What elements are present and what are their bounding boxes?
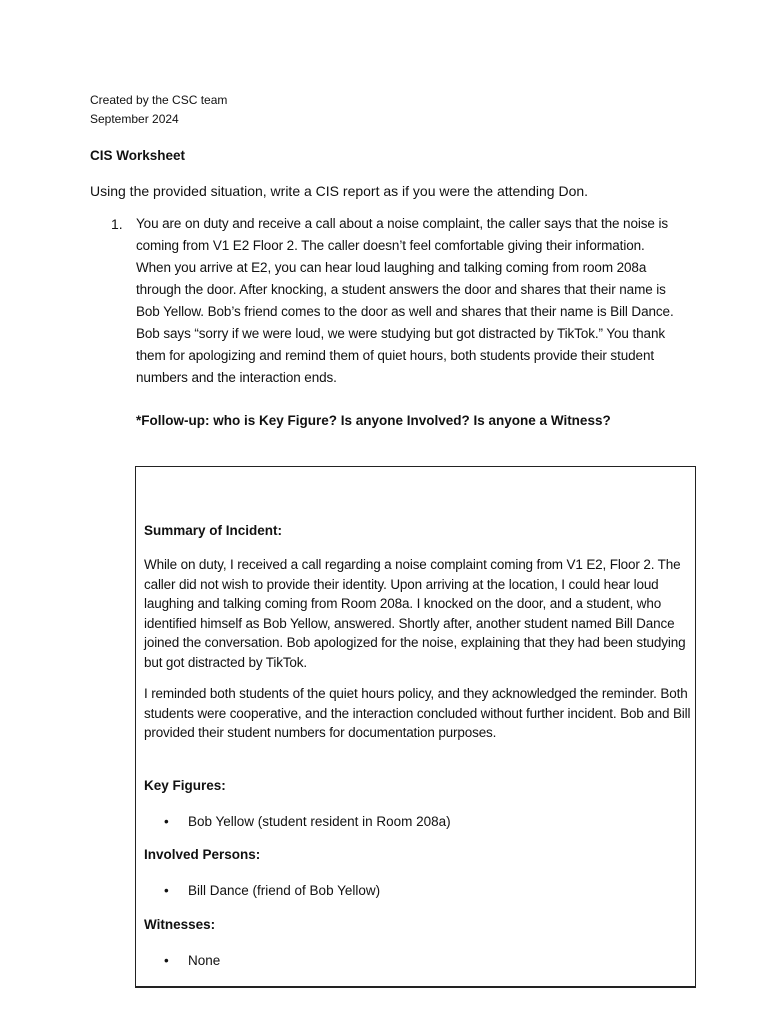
summary-heading: Summary of Incident: bbox=[144, 523, 283, 538]
date-line: September 2024 bbox=[90, 112, 179, 126]
bullet-icon: • bbox=[164, 814, 169, 829]
key-figures-heading: Key Figures: bbox=[144, 778, 226, 793]
bullet-icon: • bbox=[164, 953, 169, 968]
list-item: Bob Yellow (student resident in Room 208a) bbox=[188, 814, 451, 829]
summary-paragraph-1: While on duty, I received a call regarding a noise complaint coming from V1 E2, Floor 2. The caller did not wish to provide their identity. Upon arriving at the location, I could hear loud laughing and talking coming from Room 208a. I knocked on the door, and a student, who identified himself as Bob Yellow, answered. Shortly after, another student named Bill Dance joined the conversation. Bob apologized for the noise, explaining that they had been studying but got distracted by TikTok. bbox=[144, 557, 686, 670]
list-item: Bill Dance (friend of Bob Yellow) bbox=[188, 883, 381, 898]
question-follow-up: *Follow-up: who is Key Figure? Is anyone Involved? Is anyone a Witness? bbox=[136, 413, 611, 428]
created-by-line: Created by the CSC team bbox=[90, 93, 228, 107]
involved-heading: Involved Persons: bbox=[144, 847, 261, 862]
question-number: 1. bbox=[111, 216, 123, 232]
question-text: You are on duty and receive a call about a noise complaint, the caller says that the noise is coming from V1 E2 Floor 2. The caller doesn’t feel comfortable giving their information. When you arrive at E2, you can hear loud laughing and talking coming from room 208a through the door. After knocking, a student answers the door and shares that their name is Bob Yellow. Bob’s friend comes to the door as well and shares that their name is Bill Dance. Bob says “sorry if we were loud, we were studying but got distracted by TikTok.” You thank them for apologizing and remind them of quiet hours, both students provide their student numbers and the interaction ends. bbox=[136, 216, 674, 385]
report-box bbox=[135, 466, 696, 988]
worksheet-instructions: Using the provided situation, write a CIS report as if you were the attending Don. bbox=[90, 183, 589, 199]
list-item: None bbox=[188, 953, 221, 968]
witnesses-heading: Witnesses: bbox=[144, 917, 216, 932]
bullet-icon: • bbox=[164, 883, 169, 898]
summary-paragraph-2: I reminded both students of the quiet hours policy, and they acknowledged the reminder. Both students were cooperative, and the interaction concluded without further incident. Bob and Bill provided their student numbers for documentation purposes. bbox=[144, 686, 691, 740]
worksheet-title: CIS Worksheet bbox=[90, 148, 186, 163]
